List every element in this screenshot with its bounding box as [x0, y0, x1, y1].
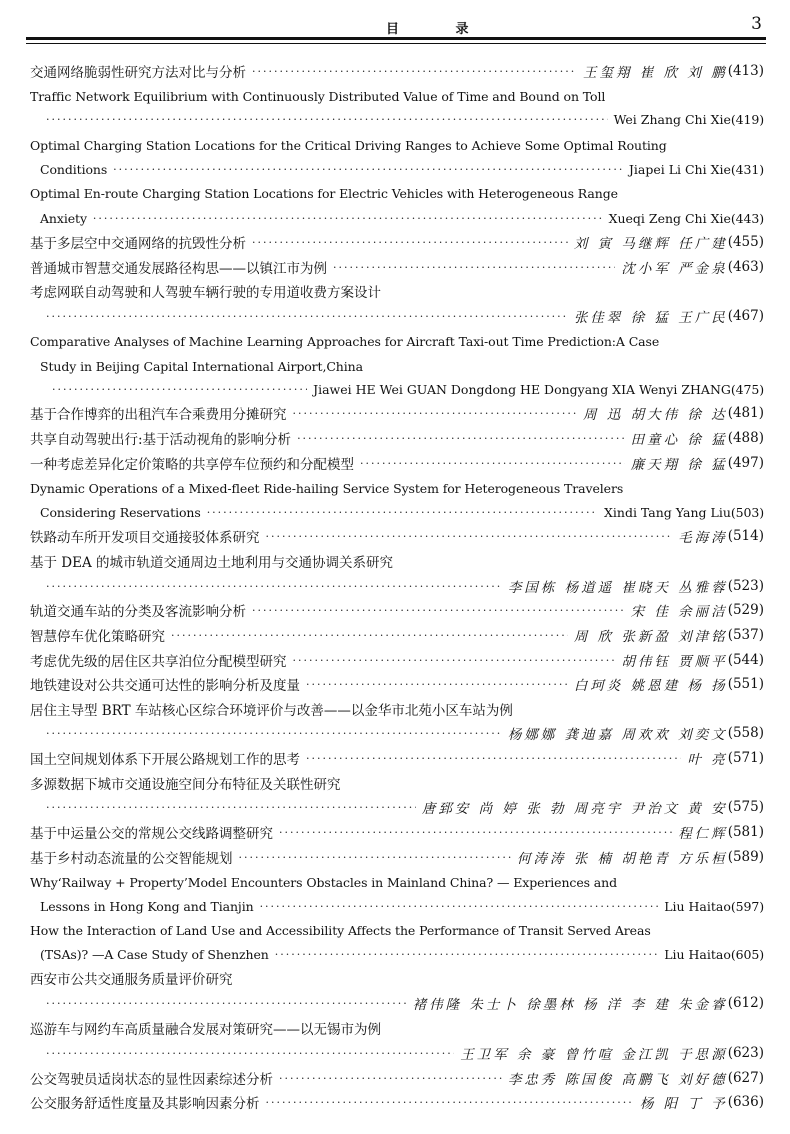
toc-entry[interactable] — [30, 549, 764, 573]
entry-authors: 唐郅安 尚 婷 张 勃 周亮宇 尹治文 黄 安 — [421, 801, 728, 817]
leader-dots — [46, 727, 502, 740]
toc-entry-continuation[interactable] — [46, 377, 764, 401]
entry-page: (431) — [730, 161, 764, 177]
leader-dots — [46, 997, 407, 1010]
entry-authors: 刘 寅 马继辉 任广建 — [573, 236, 728, 252]
entry-title-cont: Study in Beijing Capital International Airport,China — [40, 358, 363, 374]
toc-entry-continuation[interactable] — [40, 721, 764, 745]
entry-title: 普通城市智慧交通发展路径构思——以镇江市为例 — [30, 261, 327, 277]
entry-page: (589) — [727, 849, 764, 865]
toc-entry[interactable] — [30, 1016, 764, 1040]
entry-page: (463) — [727, 259, 764, 275]
leader-dots — [279, 826, 672, 839]
entry-authors: Xueqi Zeng Chi Xie — [608, 210, 731, 226]
entry-page: (503) — [730, 504, 764, 520]
entry-title: 铁路动车所开发项目交通接驳体系研究 — [30, 530, 260, 546]
leader-dots — [306, 752, 681, 765]
entry-title: Optimal En-route Charging Station Locations for Electric Vehicles with Heterogeneous Range — [30, 185, 618, 201]
entry-page: (575) — [727, 799, 764, 815]
entry-title: Optimal Charging Station Locations for the Critical Driving Ranges to Achieve Some Optimal Routing — [30, 137, 667, 153]
entry-page: (558) — [727, 725, 764, 741]
entry-title: 巡游车与网约车高质量融合发展对策研究——以无锡市为例 — [30, 1022, 381, 1038]
entry-title: 轨道交通车站的分类及客流影响分析 — [30, 604, 246, 620]
toc-entry[interactable] — [30, 476, 764, 500]
entry-authors: 何涛涛 张 楠 胡艳青 方乐桓 — [517, 851, 728, 867]
entry-page: (413) — [727, 63, 764, 79]
leader-dots — [266, 1096, 634, 1109]
toc-entry[interactable] — [30, 255, 764, 279]
entry-authors: 程仁辉 — [678, 826, 728, 842]
entry-authors: 沈小军 严金泉 — [621, 261, 728, 277]
entry-title: How the Interaction of Land Use and Accessibility Affects the Performance of Transit Served Areas — [30, 922, 651, 938]
entry-page: (597) — [730, 898, 764, 914]
entry-authors: 王玺翔 崔 欣 刘 鹏 — [583, 65, 728, 81]
entry-title: 考虑网联自动驾驶和人驾驶车辆行驶的专用道收费方案设计 — [30, 285, 381, 301]
entry-title-cont: Anxiety — [40, 210, 87, 226]
entry-title: 基于合作博弈的出租汽车合乘费用分摊研究 — [30, 407, 287, 423]
toc-entry[interactable] — [30, 181, 764, 205]
toc-entry-continuation[interactable] — [40, 157, 764, 181]
leader-dots — [113, 163, 623, 176]
toc-entry[interactable] — [30, 870, 764, 894]
toc-entry-continuation[interactable] — [40, 1041, 764, 1065]
page-header — [26, 0, 766, 37]
toc-entry[interactable] — [30, 820, 764, 844]
entry-page: (529) — [727, 602, 764, 618]
entry-title: 公交服务舒适性度量及其影响因素分析 — [30, 1096, 260, 1112]
entry-title: 智慧停车优化策略研究 — [30, 629, 165, 645]
entry-page: (467) — [727, 308, 764, 324]
toc-entry-continuation[interactable] — [40, 942, 764, 966]
leader-dots — [333, 261, 615, 274]
leader-dots — [207, 506, 598, 519]
entry-authors: 宋 佳 余丽洁 — [630, 604, 728, 620]
entry-authors: 褚伟隆 朱士卜 徐墨林 杨 洋 李 建 朱金睿 — [412, 997, 728, 1013]
leader-dots — [293, 407, 578, 420]
entry-title: Dynamic Operations of a Mixed-fleet Ride-hailing Service System for Heterogeneous Travelers — [30, 480, 624, 496]
entry-page: (537) — [727, 627, 764, 643]
entry-page: (481) — [727, 405, 764, 421]
header-rule-thin — [26, 43, 766, 44]
entry-title: 考虑优先级的居住区共享泊位分配模型研究 — [30, 654, 287, 670]
entry-title: 基于中运量公交的常规公交线路调整研究 — [30, 826, 273, 842]
entry-authors: 廉天翔 徐 猛 — [630, 457, 728, 473]
entry-authors: 胡伟钰 贾顺平 — [621, 654, 728, 670]
leader-dots — [297, 432, 625, 445]
leader-dots — [252, 236, 568, 249]
entry-page: (612) — [727, 995, 764, 1011]
toc-entry[interactable] — [30, 329, 764, 353]
toc-entry[interactable] — [30, 746, 764, 770]
leader-dots — [360, 457, 625, 470]
toc-entry[interactable] — [30, 845, 764, 869]
entry-title: 交通网络脆弱性研究方法对比与分析 — [30, 65, 246, 81]
entry-authors: 叶 亮 — [687, 752, 728, 768]
entry-page: (443) — [730, 210, 764, 226]
leader-dots — [252, 604, 625, 617]
toc-entry-continuation[interactable] — [40, 500, 764, 524]
entry-authors: Liu Haitao — [664, 946, 731, 962]
toc-entry-continuation[interactable] — [40, 354, 764, 378]
entry-page: (475) — [730, 381, 764, 397]
entry-page: (627) — [727, 1070, 764, 1086]
entry-title: 国土空间规划体系下开展公路规划工作的思考 — [30, 752, 300, 768]
entry-page: (571) — [727, 750, 764, 766]
entry-authors: 李国栋 杨道遥 崔晓天 丛雅蓉 — [507, 580, 728, 596]
entry-page: (497) — [727, 455, 764, 471]
leader-dots — [275, 948, 658, 961]
toc-entry[interactable] — [30, 401, 764, 425]
toc-entry[interactable] — [30, 84, 764, 108]
entry-page: (544) — [727, 652, 764, 668]
entry-authors: Jiawei HE Wei GUAN Dongdong HE Dongyang XIA Wenyi ZHANG — [313, 381, 731, 397]
toc-entry[interactable] — [30, 598, 764, 622]
entry-authors: 白珂炎 姚恩建 杨 扬 — [573, 678, 728, 694]
leader-dots — [46, 801, 416, 814]
entry-title: 基于 DEA 的城市轨道交通周边土地利用与交通协调关系研究 — [30, 555, 394, 571]
entry-page: (419) — [730, 111, 764, 127]
leader-dots — [293, 654, 616, 667]
toc-entry[interactable] — [30, 771, 764, 795]
entry-authors: Wei Zhang Chi Xie — [613, 111, 731, 127]
entry-authors: 杨娜娜 龚迪嘉 周欢欢 刘奕文 — [507, 727, 728, 743]
entry-authors: Jiapei Li Chi Xie — [628, 161, 731, 177]
entry-title-cont: (TSAs)? —A Case Study of Shenzhen — [40, 946, 269, 962]
toc-entry[interactable] — [30, 133, 764, 157]
toc-entry-continuation[interactable] — [40, 107, 764, 131]
entry-title: 西安市公共交通服务质量评价研究 — [30, 972, 233, 988]
entry-title: 多源数据下城市交通设施空间分布特征及关联性研究 — [30, 777, 341, 793]
toc-entry-continuation[interactable] — [40, 991, 764, 1015]
toc-entry-continuation[interactable] — [40, 304, 764, 328]
toc-entry[interactable] — [30, 918, 764, 942]
entry-authors: 张佳翠 徐 猛 王广民 — [573, 310, 728, 326]
toc-entry[interactable] — [30, 672, 764, 696]
entry-authors: 毛海涛 — [678, 530, 728, 546]
leader-dots — [279, 1072, 502, 1085]
entry-page: (455) — [727, 234, 764, 250]
entry-page: (523) — [727, 578, 764, 594]
leader-dots — [266, 530, 673, 543]
leader-dots — [260, 900, 659, 913]
leader-dots — [46, 310, 568, 323]
toc-entry[interactable] — [30, 524, 764, 548]
leader-dots — [306, 678, 568, 691]
entry-title: Comparative Analyses of Machine Learning Approaches for Aircraft Taxi-out Time Prediction:A Case — [30, 333, 660, 349]
entry-authors: 周 欣 张新盈 刘津铭 — [573, 629, 728, 645]
leader-dots — [46, 1047, 454, 1060]
toc-entry[interactable] — [30, 230, 764, 254]
toc-entry[interactable] — [30, 59, 764, 83]
toc-entry[interactable] — [30, 426, 764, 450]
entry-title-cont: Lessons in Hong Kong and Tianjin — [40, 898, 254, 914]
leader-dots — [46, 580, 502, 593]
entry-authors: Liu Haitao — [664, 898, 731, 914]
entry-page: (605) — [730, 946, 764, 962]
entry-title: 共享自动驾驶出行:基于活动视角的影响分析 — [30, 432, 292, 448]
entry-page: (581) — [727, 824, 764, 840]
page-header-title: 目 录 — [386, 22, 495, 37]
toc-entry[interactable] — [30, 451, 764, 475]
leader-dots — [239, 851, 512, 864]
entry-authors: 田童心 徐 猛 — [630, 432, 728, 448]
page-number: 3 — [751, 14, 762, 34]
entry-page: (623) — [727, 1045, 764, 1061]
entry-authors: 李忠秀 陈国俊 高鹏飞 刘好德 — [507, 1072, 728, 1088]
entry-authors: 杨 阳 丁 予 — [639, 1096, 728, 1112]
entry-page: (488) — [727, 430, 764, 446]
entry-title: Traffic Network Equilibrium with Continuously Distributed Value of Time and Bound on Toll — [30, 88, 606, 104]
header-rule-thick — [26, 37, 766, 40]
leader-dots — [252, 65, 577, 78]
entry-title: 居住主导型 BRT 车站核心区综合环境评价与改善——以金华市北苑小区车站为例 — [30, 703, 513, 719]
toc-entry[interactable] — [30, 279, 764, 303]
toc-entry-continuation[interactable] — [40, 574, 764, 598]
toc-entry[interactable] — [30, 1066, 764, 1090]
leader-dots — [93, 212, 603, 225]
toc-entry[interactable] — [30, 697, 764, 721]
entry-title: 一种考虑差异化定价策略的共享停车位预约和分配模型 — [30, 457, 354, 473]
entry-authors: Xindi Tang Yang Liu — [604, 504, 731, 520]
entry-page: (636) — [727, 1094, 764, 1110]
toc-entry[interactable] — [30, 623, 764, 647]
entry-title: 公交驾驶员适岗状态的显性因素综述分析 — [30, 1072, 273, 1088]
toc-entry-continuation[interactable] — [40, 795, 764, 819]
toc-entry[interactable] — [30, 1090, 764, 1114]
entry-authors: 王卫军 余 豪 曾竹喧 金江凯 于思源 — [460, 1047, 728, 1063]
entry-page: (551) — [727, 676, 764, 692]
entry-title: 基于多层空中交通网络的抗毁性分析 — [30, 236, 246, 252]
toc-entry[interactable] — [30, 648, 764, 672]
entry-title: 基于乡村动态流量的公交智能规划 — [30, 851, 233, 867]
toc-entry-continuation[interactable] — [40, 894, 764, 918]
leader-dots — [52, 383, 307, 396]
entry-title-cont: Conditions — [40, 161, 108, 177]
entry-title-cont: Considering Reservations — [40, 504, 201, 520]
leader-dots — [46, 113, 608, 126]
toc-entry-continuation[interactable] — [40, 206, 764, 230]
entry-authors: 周 迅 胡大伟 徐 达 — [583, 407, 728, 423]
toc-entry[interactable] — [30, 966, 764, 990]
entry-title: Why‘Railway + Property’Model Encounters Obstacles in Mainland China? — Experiences and — [30, 874, 618, 890]
entry-page: (514) — [727, 528, 764, 544]
entry-title: 地铁建设对公共交通可达性的影响分析及度量 — [30, 678, 300, 694]
leader-dots — [171, 629, 568, 642]
